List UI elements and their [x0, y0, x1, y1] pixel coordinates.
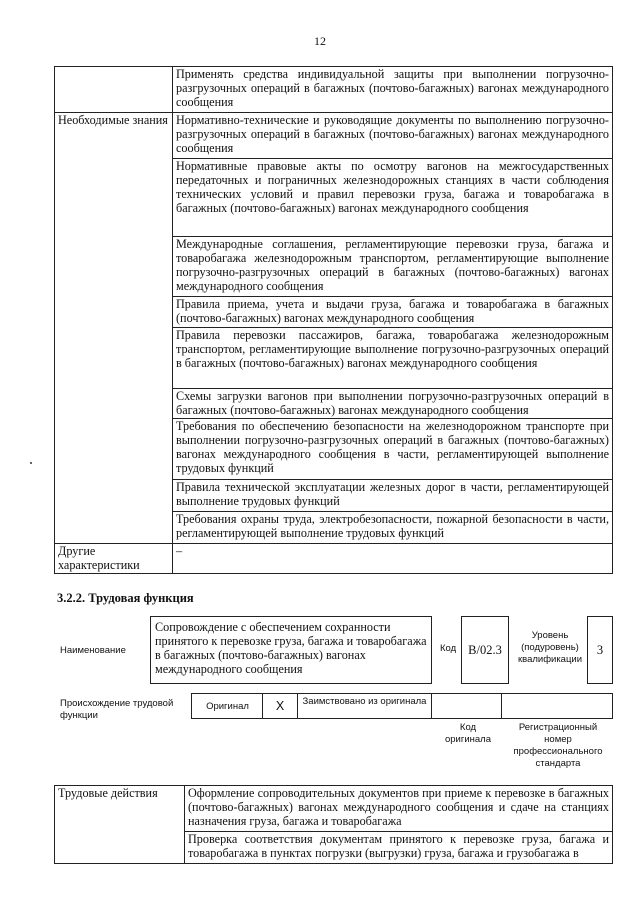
function-name-value: Сопровождение с обеспечением сохранности принятого к перевозке груза, багажа и товаробагажа в багажных (почтово-багажных) вагонах международного сообщения	[155, 620, 427, 676]
row-text: Нормативно-технические и руководящие документы по выполнению погрузочно-разгрузочных операций в багажных (почтово-багажных) вагонах международного сообщения	[173, 113, 613, 159]
code-label: Код	[440, 643, 457, 654]
row-label-other: Другие характеристики	[55, 544, 173, 574]
table-row	[55, 237, 613, 297]
row-text: Оформление сопроводительных документов при приеме к перевозке в багажных (почтово-багажных) вагонах международного сообщения и сдаче на станциях назначения груза, багажа и товаробагажа	[185, 786, 613, 832]
row-label-actions: Трудовые действия	[55, 786, 185, 832]
code-value-box	[461, 616, 509, 684]
row-label	[55, 237, 173, 297]
name-label: Наименование	[60, 645, 126, 656]
row-label	[55, 832, 185, 864]
row-text: Правила технической эксплуатации железных дорог в части, регламентирующей выполнение трудовых функций	[173, 480, 613, 512]
borrowed-label: Заимствовано из оригинала	[302, 696, 427, 707]
row-label	[55, 328, 173, 389]
table-row	[55, 159, 613, 237]
row-label	[55, 159, 173, 237]
row-text: Схемы загрузки вагонов при выполнении погрузочно-разгрузочных операций в багажных (почтово-багажных) вагонах международного сообщения	[173, 389, 613, 419]
labor-actions-table	[54, 785, 613, 864]
original-cell	[191, 693, 263, 719]
row-text: Правила перевозки пассажиров, багажа, товаробагажа железнодорожным транспортом, регламентирующие выполнение погрузочно-разгрузочных операций в багажных (почтово-багажных) вагонах международного сообщения	[173, 328, 613, 389]
table-row	[55, 832, 613, 864]
original-mark: X	[275, 699, 285, 713]
skills-knowledge-table	[54, 66, 613, 574]
code-value: B/02.3	[468, 643, 502, 657]
level-value-box	[587, 616, 613, 684]
row-label-knowledge: Необходимые знания	[55, 113, 173, 159]
reg-number-caption: Регистрационный номер профессионального стандарта	[513, 722, 603, 769]
row-text: Нормативные правовые акты по осмотру вагонов на межгосударственных передаточных и пограничных железнодорожных станциях в части соблюдения технических условий и правил перевозки груза, багажа и товаробагажа в багажных (почтово-багажных) вагонах международного сообщения	[173, 159, 613, 237]
original-code-caption: Код оригинала	[444, 722, 491, 745]
level-label: Уровень (подуровень) квалификации	[517, 630, 583, 665]
row-text: Проверка соответствия документам принятого к перевозке груза, багажа и товаробагажа в пунктах погрузки (выгрузки) груза, багажа и грузобагажа в	[185, 832, 613, 864]
row-text: Международные соглашения, регламентирующие перевозки груза, багажа и товаробагажа железнодорожным транспортом, регламентирующие выполнение погрузочно-разгрузочных операций в багажных (почтово-багажных) вагонах международного сообщения	[173, 237, 613, 297]
row-text: Требования по обеспечению безопасности на железнодорожном транспорте при выполнении погрузочно-разгрузочных операций в багажных (почтово-багажных) вагонах международного сообщения в части, регламентирующей выполнение трудовых функций	[173, 419, 613, 480]
row-label	[55, 67, 173, 113]
row-text: –	[173, 544, 613, 574]
table-row	[55, 113, 613, 159]
page-number: 12	[314, 34, 326, 48]
original-code-cell	[431, 693, 502, 719]
scan-speck	[30, 462, 32, 464]
row-label	[55, 419, 173, 480]
function-name-box	[150, 616, 432, 684]
original-mark-cell	[262, 693, 298, 719]
section-title: 3.2.2. Трудовая функция	[57, 591, 194, 605]
row-text: Правила приема, учета и выдачи груза, багажа и товаробагажа в багажных (почтово-багажных) вагонах международного сообщения	[173, 297, 613, 328]
row-text: Требования охраны труда, электробезопасности, пожарной безопасности в части, регламентирующей выполнение трудовых функций	[173, 512, 613, 544]
table-row	[55, 544, 613, 574]
row-label	[55, 297, 173, 328]
level-value: 3	[596, 643, 604, 657]
row-label	[55, 512, 173, 544]
table-row	[55, 512, 613, 544]
row-label	[55, 389, 173, 419]
reg-number-cell	[501, 693, 613, 719]
original-label: Оригинал	[206, 701, 249, 712]
table-row	[55, 297, 613, 328]
table-row	[55, 67, 613, 113]
table-row	[55, 419, 613, 480]
borrowed-cell	[297, 693, 432, 719]
origin-label: Происхождение трудовой функции	[60, 698, 174, 721]
table-row	[55, 480, 613, 512]
table-row	[55, 786, 613, 832]
row-text: Применять средства индивидуальной защиты при выполнении погрузочно-разгрузочных операций в багажных (почтово-багажных) вагонах международного сообщения	[173, 67, 613, 113]
row-label	[55, 480, 173, 512]
table-row	[55, 389, 613, 419]
table-row	[55, 328, 613, 389]
